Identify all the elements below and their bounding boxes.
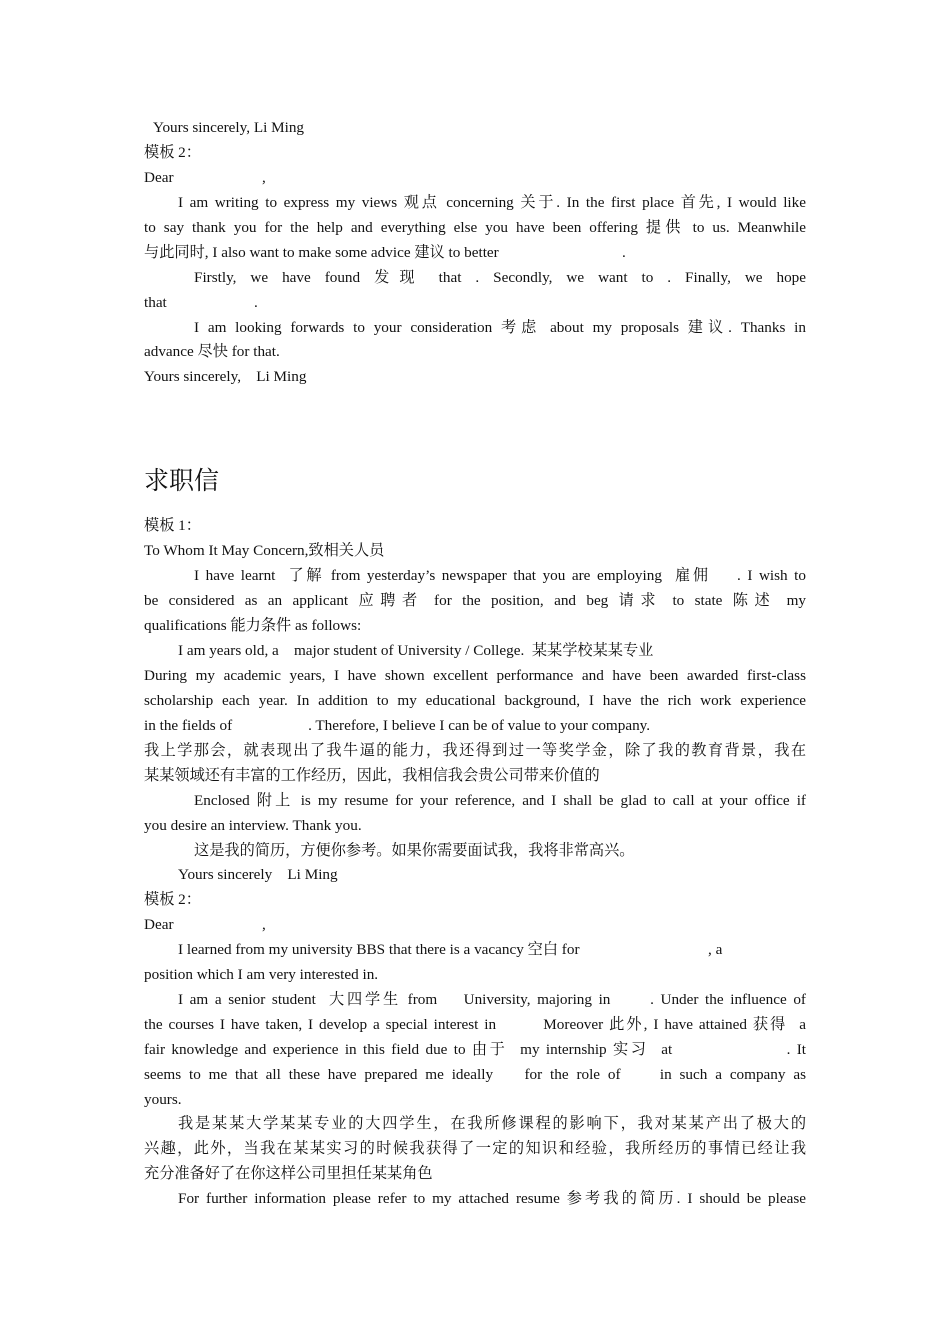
paragraph-line: I am writing to express my views 观点 concerning 关于. In the first place 首先, I would like	[178, 194, 806, 211]
paragraph-line-end: , a	[708, 941, 723, 958]
paragraph-line: I am looking forwards to your consideration 考虑 about my proposals 建议. Thanks in	[194, 319, 806, 336]
paragraph-line: the courses I have taken, I develop a special interest in Moreover 此外, I have attained 获得 a	[144, 1016, 806, 1033]
paragraph-line: that	[144, 294, 167, 311]
paragraph-line: I have learnt 了解 from yesterday’s newspaper that you are employing 雇佣 . I wish to	[194, 567, 806, 584]
paragraph-line: I am a senior student 大四学生 from University, majoring in . Under the influence of	[178, 991, 806, 1008]
paragraph-line: seems to me that all these have prepared me ideally for the role of in such a company as	[144, 1066, 806, 1083]
paragraph-line-cn: 充分准备好了在你这样公司里担任某某角色	[144, 1165, 433, 1182]
paragraph-line: I am years old, a major student of University / College. 某某学校某某专业	[178, 642, 654, 659]
paragraph-end: .	[254, 294, 258, 311]
paragraph-line: 与此同时, I also want to make some advice 建议 to better	[144, 244, 499, 261]
paragraph-line: position which I am very interested in.	[144, 966, 379, 983]
paragraph-line: in the fields of . Therefore, I believe I can be of value to your company.	[144, 717, 651, 734]
template-heading: 模板 2：	[144, 891, 201, 908]
paragraph-line: Enclosed 附上 is my resume for your reference, and I shall be glad to call at your office if	[194, 792, 806, 809]
salutation: Dear	[144, 916, 174, 933]
closing-line: Yours sincerely, Li Ming	[144, 368, 307, 385]
salutation: Dear	[144, 169, 174, 186]
template-heading: 模板 2：	[144, 144, 201, 161]
paragraph-line-cn: 某某领域还有丰富的工作经历，因此，我相信我会贵公司带来价值的	[144, 767, 600, 784]
paragraph-line-cn: 我是某某大学某某专业的大四学生，在我所修课程的影响下，我对某某产出了极大的	[178, 1115, 806, 1132]
paragraph-line: to say thank you for the help and everything else you have been offering 提供 to us. Meanwhile	[144, 219, 806, 236]
salutation-comma: ,	[262, 916, 266, 933]
paragraph-line-cn: 兴趣，此外，当我在某某实习的时候我获得了一定的知识和经验，我所经历的事情已经让我	[144, 1140, 806, 1157]
paragraph-line: you desire an interview. Thank you.	[144, 817, 362, 834]
closing-line: Yours sincerely, Li Ming	[153, 119, 305, 136]
paragraph-line-cn: 这是我的简历，方便你参考。如果你需要面试我，我将非常高兴。	[194, 842, 635, 859]
paragraph-line-cn: 我上学那会，就表现出了我牛逼的能力，我还得到过一等奖学金，除了我的教育背景，我在	[144, 742, 806, 759]
paragraph-line: During my academic years, I have shown excellent performance and have been awarded first-class	[144, 667, 806, 684]
closing-line: Yours sincerely Li Ming	[178, 866, 338, 883]
paragraph-line: fair knowledge and experience in this field due to 由于 my internship 实习 at . It	[144, 1041, 806, 1058]
paragraph-line: Firstly, we have found 发现 that . Secondly, we want to . Finally, we hope	[194, 269, 806, 286]
paragraph-line: advance 尽快 for that.	[144, 343, 280, 360]
paragraph-end: .	[622, 244, 626, 261]
paragraph-line: I learned from my university BBS that there is a vacancy 空白 for	[178, 941, 580, 958]
paragraph-line: For further information please refer to my attached resume 参考我的简历. I should be please	[178, 1190, 806, 1207]
section-title: 求职信	[144, 468, 220, 495]
salutation: To Whom It May Concern,致相关人员	[144, 542, 385, 559]
paragraph-line: yours.	[144, 1091, 182, 1108]
paragraph-line: qualifications 能力条件 as follows:	[144, 617, 362, 634]
paragraph-line: be considered as an applicant 应聘者 for the position, and beg 请求 to state 陈述 my	[144, 592, 806, 609]
paragraph-line: scholarship each year. In addition to my educational background, I have the rich work experience	[144, 692, 806, 709]
salutation-comma: ,	[262, 169, 266, 186]
template-heading: 模板 1：	[144, 517, 201, 534]
